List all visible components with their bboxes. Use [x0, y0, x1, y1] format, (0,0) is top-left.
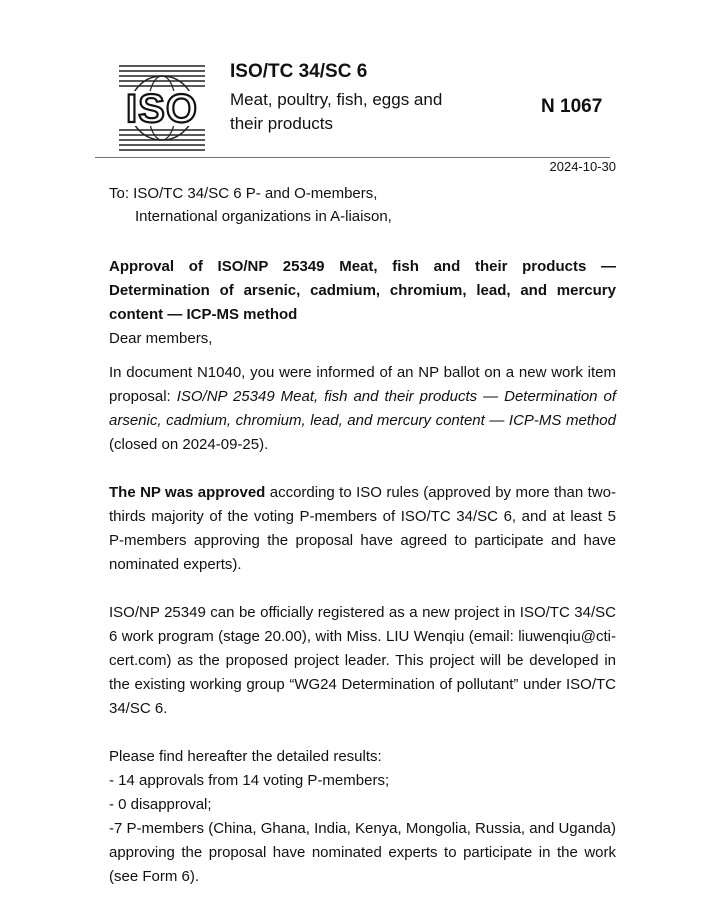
- committee-code: ISO/TC 34/SC 6: [230, 61, 368, 82]
- iso-logo-text: ISO: [126, 87, 198, 131]
- iso-logo: [117, 62, 207, 154]
- approval-statement: The NP was approved: [109, 484, 266, 501]
- results-item-approvals: - 14 approvals from 14 voting P-members;: [109, 772, 390, 789]
- recipients-line2: International organizations in A-liaison,: [135, 208, 392, 225]
- results-item-disapprovals: - 0 disapproval;: [109, 796, 212, 813]
- letter-body: [109, 255, 616, 889]
- header-divider: [95, 157, 610, 158]
- committee-name-line1: Meat, poultry, fish, eggs and: [230, 90, 443, 109]
- greeting: Dear members,: [109, 330, 213, 347]
- results-intro: Please find hereafter the detailed results:: [109, 748, 382, 765]
- para1-text-after: (closed on 2024-09-25).: [109, 436, 269, 453]
- recipients: [109, 182, 392, 228]
- paragraph-registration: ISO/NP 25349 can be officially registered as a new project in ISO/TC 34/SC 6 work program (stage 20.00), with Miss. LIU Wenqiu (email: liuwenqiu@cti-cert.com) as the proposed project leader. This project will be developed in the existing working group “WG24 Determination of pollutant” under ISO/TC 34/SC 6.: [109, 604, 616, 717]
- document-date: 2024-10-30: [549, 159, 616, 174]
- subject-line: Approval of ISO/NP 25349 Meat, fish and their products — Determination of arsenic, cadmium, chromium, lead, and mercury content — ICP-MS method: [109, 258, 616, 323]
- committee-block: [230, 60, 490, 136]
- para1-text-before: In document N1040, you were informed of an NP ballot on a new work item proposal:: [109, 364, 616, 405]
- para2-text: according to ISO rules (approved by more than two-thirds majority of the voting P-members of ISO/TC 34/SC 6, and at least 5 P-members approving the proposal have agreed to participate and have nominated experts).: [109, 484, 616, 573]
- paragraph-ballot-info: [109, 361, 616, 457]
- results-item-experts: -7 P-members (China, Ghana, India, Kenya, Mongolia, Russia, and Uganda) approving the proposal have nominated experts to participate in the work (see Form 6).: [109, 820, 616, 885]
- recipients-line1: To: ISO/TC 34/SC 6 P- and O-members,: [109, 185, 378, 202]
- work-item-title: ISO/NP 25349 Meat, fish and their products — Determination of arsenic, cadmium, chromium, lead, and mercury content — ICP-MS method: [109, 388, 616, 429]
- document-number: N 1067: [541, 96, 603, 117]
- committee-name-line2: their products: [230, 114, 333, 133]
- paragraph-approval: [109, 481, 616, 577]
